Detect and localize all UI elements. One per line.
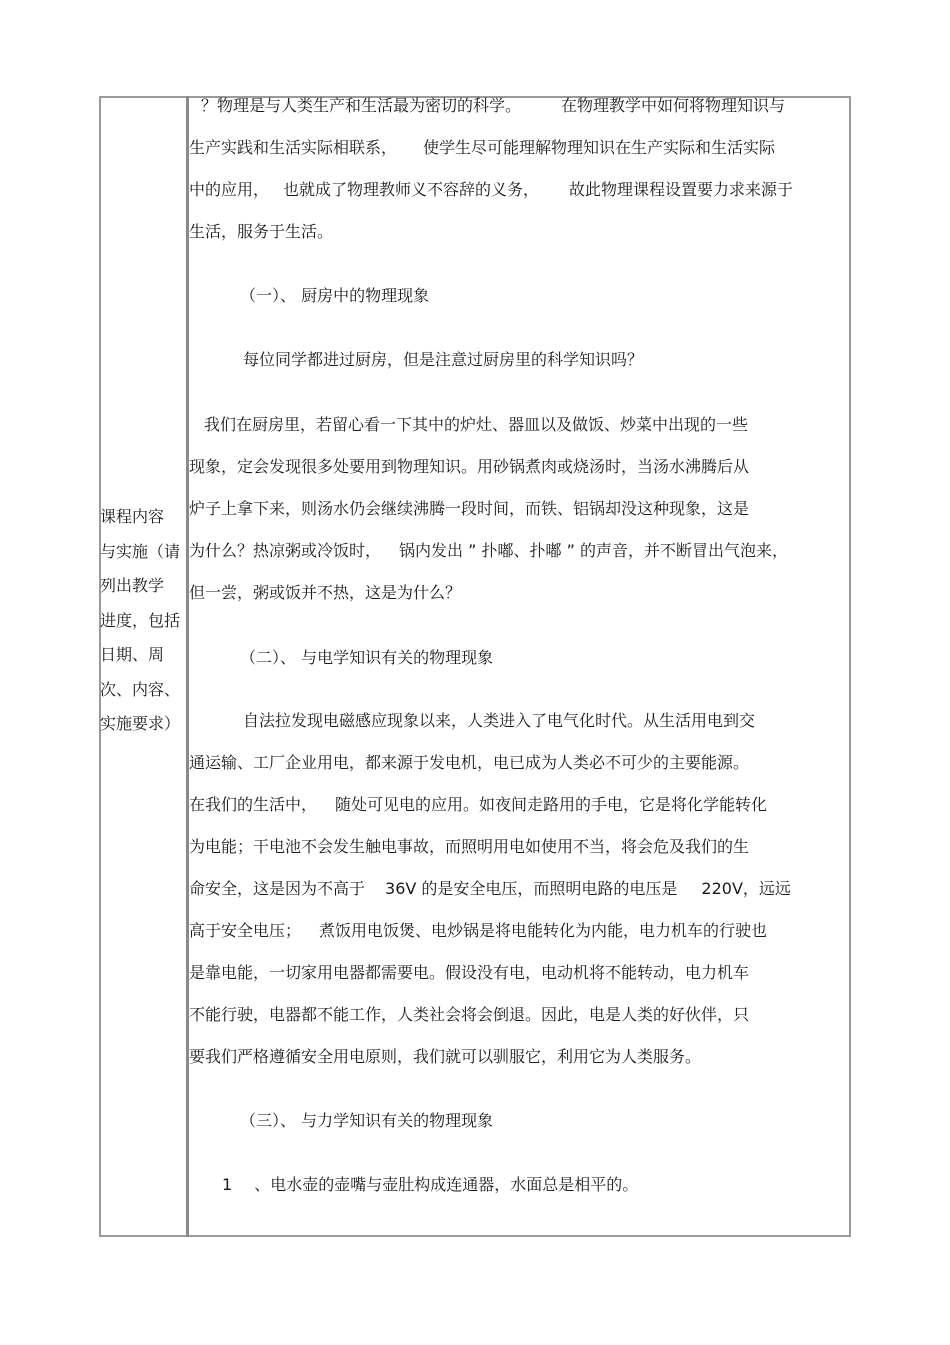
row-label bbox=[100, 500, 186, 742]
section2-line: 为电能；干电池不会发生触电事故，而照明用电如使用不当，将会危及我们的生 bbox=[189, 837, 750, 856]
row-label-line: 实施要求） bbox=[100, 714, 181, 733]
section1-line: 炉子上拿下来，则汤水仍会继续沸腾一段时间，而铁、铝锅却没这种现象，这是 bbox=[189, 499, 750, 518]
section1-paragraph-1: 每位同学都进过厨房，但是注意过厨房里的科学知识吗？ bbox=[243, 350, 644, 369]
section2-line: 命安全，这是因为不高于 36V 的是安全电压，而照明电路的电压是 220V，远远 bbox=[189, 879, 791, 898]
section3-item: 1 、电水壶的壶嘴与壶肚构成连通器，水面总是相平的。 bbox=[222, 1175, 639, 1194]
section2-line: 自法拉发现电磁感应现象以来，人类进入了电气化时代。从生活用电到交 bbox=[243, 711, 756, 730]
section1-line: 但一尝，粥或饭并不热，这是为什么？ bbox=[189, 583, 462, 602]
intro-line-2: 生产实践和生活实际相联系， 使学生尽可能理解物理知识在生产实际和生活实际 bbox=[189, 138, 776, 157]
section1-line: 为什么？热凉粥或冷饭时， 锅内发出 ” 扑嘟、扑嘟 ” 的声音，并不断冒出气泡来， bbox=[189, 541, 788, 560]
section2-line: 在我们的生活中， 随处可见电的应用。如夜间走路用的手电，它是将化学能转化 bbox=[189, 795, 768, 814]
row-label-line: 列出教学 bbox=[100, 576, 165, 595]
intro-line-1: ？物理是与人类生产和生活最为密切的科学。 在物理教学中如何将物理知识与 bbox=[201, 96, 786, 115]
row-label-line: 进度，包括 bbox=[100, 610, 181, 630]
section2-line: 是靠电能，一切家用电器都需要电。假设没有电，电动机将不能转动，电力机车 bbox=[189, 963, 750, 982]
row-label-line: 日期、周 bbox=[100, 645, 165, 664]
item-number: 1 bbox=[222, 1175, 233, 1194]
section1-line: 现象，定会发现很多处要用到物理知识。用砂锅煮肉或烧汤时，当汤水沸腾后从 bbox=[189, 457, 750, 476]
section1-heading: （一）、 厨房中的物理现象 bbox=[240, 286, 430, 305]
section2-line: 不能行驶，电器都不能工作，人类社会将会倒退。因此，电是人类的好伙伴，只 bbox=[189, 1005, 750, 1024]
section2-line: 通运输、工厂企业用电，都来源于发电机，电已成为人类必不可少的主要能源。 bbox=[189, 753, 750, 772]
section2-heading: （二）、 与电学知识有关的物理现象 bbox=[240, 648, 494, 667]
section2-line: 要我们严格遵循安全用电原则，我们就可以驯服它，利用它为人类服务。 bbox=[189, 1047, 702, 1066]
row-label-line: 与实施（请 bbox=[100, 541, 181, 561]
intro-line-3: 中的应用， 也就成了物理教师义不容辞的义务， 故此物理课程设置要力求来源于 bbox=[189, 180, 794, 199]
section2-line: 高于安全电压； 煮饭用电饭煲、电炒锅是将电能转化为内能，电力机车的行驶也 bbox=[189, 921, 768, 940]
section3-heading: （三）、 与力学知识有关的物理现象 bbox=[240, 1111, 494, 1130]
row-label-line: 课程内容 bbox=[100, 507, 165, 526]
intro-line-4: 生活，服务于生活。 bbox=[189, 222, 334, 241]
row-label-line: 次、内容、 bbox=[100, 679, 181, 699]
section1-line: 我们在厨房里，若留心看一下其中的炉灶、器皿以及做饭、炒菜中出现的一些 bbox=[204, 415, 749, 434]
